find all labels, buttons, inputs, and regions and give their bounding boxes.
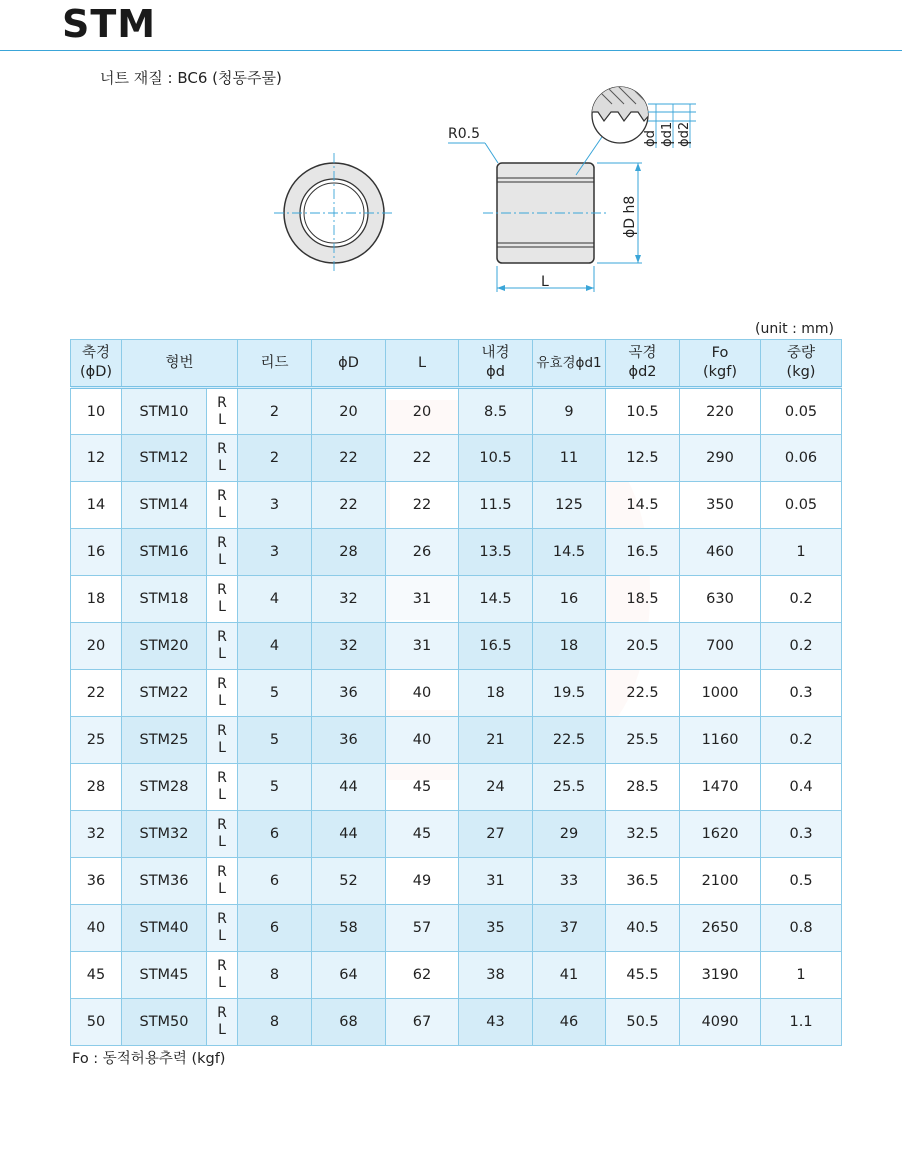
d-label: ϕd: [643, 130, 658, 147]
cell-model: STM18: [122, 576, 207, 623]
cell-shaft: 20: [71, 623, 122, 670]
cell-length: 67: [386, 999, 459, 1046]
cell-length: 45: [386, 764, 459, 811]
direction-r: R: [217, 629, 227, 645]
cell-weight: 1: [761, 529, 842, 576]
direction-l: L: [218, 928, 226, 944]
header-fo: Fo (kgf): [680, 340, 761, 388]
cell-direction: [207, 576, 238, 623]
cell-weight: 0.05: [761, 482, 842, 529]
cell-od: 32: [312, 576, 386, 623]
cell-od: 20: [312, 388, 386, 435]
cell-root: 45.5: [606, 952, 680, 999]
cell-length: 62: [386, 952, 459, 999]
cell-direction: [207, 623, 238, 670]
cell-direction: [207, 764, 238, 811]
direction-r: R: [217, 488, 227, 504]
cell-lead: 2: [238, 435, 312, 482]
cell-root: 36.5: [606, 858, 680, 905]
cell-effective: 125: [533, 482, 606, 529]
radius-label: R0.5: [448, 126, 480, 142]
direction-l: L: [218, 834, 226, 850]
cell-shaft: 28: [71, 764, 122, 811]
cell-length: 22: [386, 482, 459, 529]
direction-l: L: [218, 599, 226, 615]
cell-shaft: 12: [71, 435, 122, 482]
table-row: [71, 905, 842, 952]
cell-model: STM14: [122, 482, 207, 529]
direction-r: R: [217, 441, 227, 457]
cell-effective: 41: [533, 952, 606, 999]
cell-od: 22: [312, 435, 386, 482]
cell-length: 57: [386, 905, 459, 952]
cell-inner: 24: [459, 764, 533, 811]
d1-label: ϕd1: [660, 121, 675, 147]
cell-length: 49: [386, 858, 459, 905]
cell-inner: 18: [459, 670, 533, 717]
cell-root: 50.5: [606, 999, 680, 1046]
cell-direction: [207, 529, 238, 576]
cell-weight: 1.1: [761, 999, 842, 1046]
cell-effective: 37: [533, 905, 606, 952]
cell-root: 10.5: [606, 388, 680, 435]
cell-inner: 10.5: [459, 435, 533, 482]
cell-weight: 0.06: [761, 435, 842, 482]
cell-fo: 2100: [680, 858, 761, 905]
cell-fo: 1160: [680, 717, 761, 764]
cell-root: 20.5: [606, 623, 680, 670]
cell-model: STM50: [122, 999, 207, 1046]
cell-root: 40.5: [606, 905, 680, 952]
cell-root: 14.5: [606, 482, 680, 529]
cell-model: STM32: [122, 811, 207, 858]
cell-direction: [207, 717, 238, 764]
cell-weight: 0.3: [761, 811, 842, 858]
cell-inner: 35: [459, 905, 533, 952]
cell-lead: 3: [238, 529, 312, 576]
table-row: [71, 388, 842, 435]
cell-fo: 460: [680, 529, 761, 576]
direction-l: L: [218, 458, 226, 474]
cell-inner: 16.5: [459, 623, 533, 670]
direction-r: R: [217, 535, 227, 551]
direction-l: L: [218, 881, 226, 897]
cell-lead: 5: [238, 764, 312, 811]
cell-direction: [207, 952, 238, 999]
nut-drawing: [0, 0, 902, 320]
cell-effective: 18: [533, 623, 606, 670]
cell-inner: 11.5: [459, 482, 533, 529]
cell-fo: 1620: [680, 811, 761, 858]
cell-fo: 4090: [680, 999, 761, 1046]
cell-inner: 8.5: [459, 388, 533, 435]
cell-lead: 6: [238, 905, 312, 952]
cell-root: 18.5: [606, 576, 680, 623]
cell-fo: 350: [680, 482, 761, 529]
cell-lead: 6: [238, 811, 312, 858]
cell-inner: 27: [459, 811, 533, 858]
direction-l: L: [218, 646, 226, 662]
length-label: L: [541, 274, 549, 290]
cell-fo: 630: [680, 576, 761, 623]
footnote: Fo : 동적허용추력 (kgf): [72, 1051, 226, 1067]
cell-inner: 38: [459, 952, 533, 999]
direction-r: R: [217, 958, 227, 974]
cell-shaft: 45: [71, 952, 122, 999]
cell-od: 22: [312, 482, 386, 529]
cell-direction: [207, 388, 238, 435]
table-row: [71, 999, 842, 1046]
cell-od: 52: [312, 858, 386, 905]
cell-model: STM16: [122, 529, 207, 576]
table-row: [71, 482, 842, 529]
direction-l: L: [218, 411, 226, 428]
direction-r: R: [217, 770, 227, 786]
cell-lead: 6: [238, 858, 312, 905]
cell-direction: [207, 811, 238, 858]
header-od: ϕD: [312, 340, 386, 388]
header-lead: 리드: [238, 340, 312, 388]
cell-root: 25.5: [606, 717, 680, 764]
cell-length: 40: [386, 717, 459, 764]
table-row: [71, 717, 842, 764]
cell-inner: 43: [459, 999, 533, 1046]
direction-r: R: [217, 911, 227, 927]
cell-model: STM20: [122, 623, 207, 670]
table-row: [71, 764, 842, 811]
cell-model: STM40: [122, 905, 207, 952]
header-length: L: [386, 340, 459, 388]
cell-model: STM25: [122, 717, 207, 764]
cell-lead: 5: [238, 670, 312, 717]
cell-shaft: 18: [71, 576, 122, 623]
table-row: [71, 576, 842, 623]
cell-effective: 33: [533, 858, 606, 905]
cell-effective: 19.5: [533, 670, 606, 717]
cell-effective: 29: [533, 811, 606, 858]
cell-lead: 4: [238, 623, 312, 670]
cell-shaft: 25: [71, 717, 122, 764]
header-root: 곡경 ϕd2: [606, 340, 680, 388]
cell-lead: 8: [238, 999, 312, 1046]
cell-weight: 0.8: [761, 905, 842, 952]
table-row: [71, 529, 842, 576]
cell-shaft: 40: [71, 905, 122, 952]
header-shaft: 축경 (ϕD): [71, 340, 122, 388]
cell-root: 22.5: [606, 670, 680, 717]
cell-model: STM36: [122, 858, 207, 905]
direction-l: L: [218, 787, 226, 803]
cell-weight: 0.4: [761, 764, 842, 811]
cell-direction: [207, 999, 238, 1046]
header-model: 형번: [122, 340, 238, 388]
cell-length: 40: [386, 670, 459, 717]
front-view: [274, 153, 394, 273]
header-effective: 유효경ϕd1: [533, 340, 606, 388]
direction-r: R: [217, 582, 227, 598]
cell-lead: 2: [238, 388, 312, 435]
cell-shaft: 22: [71, 670, 122, 717]
cell-length: 45: [386, 811, 459, 858]
cell-od: 36: [312, 717, 386, 764]
cell-shaft: 36: [71, 858, 122, 905]
cell-weight: 0.05: [761, 388, 842, 435]
cell-fo: 3190: [680, 952, 761, 999]
cell-inner: 13.5: [459, 529, 533, 576]
cell-weight: 0.5: [761, 858, 842, 905]
cell-inner: 21: [459, 717, 533, 764]
cell-od: 32: [312, 623, 386, 670]
cell-shaft: 14: [71, 482, 122, 529]
cell-effective: 46: [533, 999, 606, 1046]
cell-effective: 11: [533, 435, 606, 482]
page-title: STM: [62, 2, 157, 46]
direction-l: L: [218, 1022, 226, 1038]
cell-od: 44: [312, 764, 386, 811]
cell-effective: 14.5: [533, 529, 606, 576]
table-row: [71, 670, 842, 717]
cell-length: 26: [386, 529, 459, 576]
cell-shaft: 50: [71, 999, 122, 1046]
unit-note: (unit : mm): [755, 321, 834, 337]
cell-weight: 0.2: [761, 576, 842, 623]
cell-lead: 5: [238, 717, 312, 764]
cell-direction: [207, 905, 238, 952]
direction-l: L: [218, 505, 226, 521]
cell-direction: [207, 670, 238, 717]
header-weight: 중량 (kg): [761, 340, 842, 388]
cell-root: 28.5: [606, 764, 680, 811]
cell-length: 31: [386, 576, 459, 623]
cell-model: STM10: [122, 388, 207, 435]
cell-direction: [207, 858, 238, 905]
cell-shaft: 10: [71, 388, 122, 435]
table-row: [71, 952, 842, 999]
material-note: 너트 재질 : BC6 (청동주물): [100, 69, 282, 87]
cell-lead: 8: [238, 952, 312, 999]
direction-r: R: [217, 1005, 227, 1021]
cell-lead: 3: [238, 482, 312, 529]
cell-od: 36: [312, 670, 386, 717]
d2-label: ϕd2: [677, 121, 692, 147]
cell-weight: 1: [761, 952, 842, 999]
cell-inner: 31: [459, 858, 533, 905]
direction-l: L: [218, 975, 226, 991]
cell-weight: 0.2: [761, 717, 842, 764]
cell-model: STM28: [122, 764, 207, 811]
cell-root: 32.5: [606, 811, 680, 858]
cell-weight: 0.3: [761, 670, 842, 717]
cell-shaft: 32: [71, 811, 122, 858]
cell-direction: [207, 435, 238, 482]
cell-model: STM22: [122, 670, 207, 717]
spec-table: [70, 339, 842, 1046]
cell-root: 16.5: [606, 529, 680, 576]
cell-length: 31: [386, 623, 459, 670]
cell-effective: 22.5: [533, 717, 606, 764]
direction-r: R: [217, 817, 227, 833]
direction-r: R: [217, 723, 227, 739]
cell-inner: 14.5: [459, 576, 533, 623]
table-row: [71, 623, 842, 670]
cell-fo: 2650: [680, 905, 761, 952]
cell-fo: 290: [680, 435, 761, 482]
outer-dia-label: ϕD h8: [622, 195, 638, 238]
cell-effective: 25.5: [533, 764, 606, 811]
cell-weight: 0.2: [761, 623, 842, 670]
table-header-row: [71, 340, 842, 388]
cell-model: STM45: [122, 952, 207, 999]
cell-fo: 220: [680, 388, 761, 435]
direction-l: L: [218, 740, 226, 756]
direction-r: R: [217, 394, 227, 411]
cell-effective: 16: [533, 576, 606, 623]
direction-l: L: [218, 693, 226, 709]
cell-od: 44: [312, 811, 386, 858]
table-row: [71, 435, 842, 482]
table-row: [71, 858, 842, 905]
cell-length: 20: [386, 388, 459, 435]
direction-l: L: [218, 552, 226, 568]
header-inner: 내경 ϕd: [459, 340, 533, 388]
cell-lead: 4: [238, 576, 312, 623]
cell-fo: 700: [680, 623, 761, 670]
side-view: [448, 131, 642, 292]
cell-direction: [207, 482, 238, 529]
direction-r: R: [217, 676, 227, 692]
cell-fo: 1470: [680, 764, 761, 811]
cell-model: STM12: [122, 435, 207, 482]
table-row: [71, 811, 842, 858]
cell-od: 58: [312, 905, 386, 952]
cell-od: 64: [312, 952, 386, 999]
cell-root: 12.5: [606, 435, 680, 482]
cell-od: 68: [312, 999, 386, 1046]
cell-length: 22: [386, 435, 459, 482]
cell-fo: 1000: [680, 670, 761, 717]
cell-shaft: 16: [71, 529, 122, 576]
cell-effective: 9: [533, 388, 606, 435]
cell-od: 28: [312, 529, 386, 576]
direction-r: R: [217, 864, 227, 880]
